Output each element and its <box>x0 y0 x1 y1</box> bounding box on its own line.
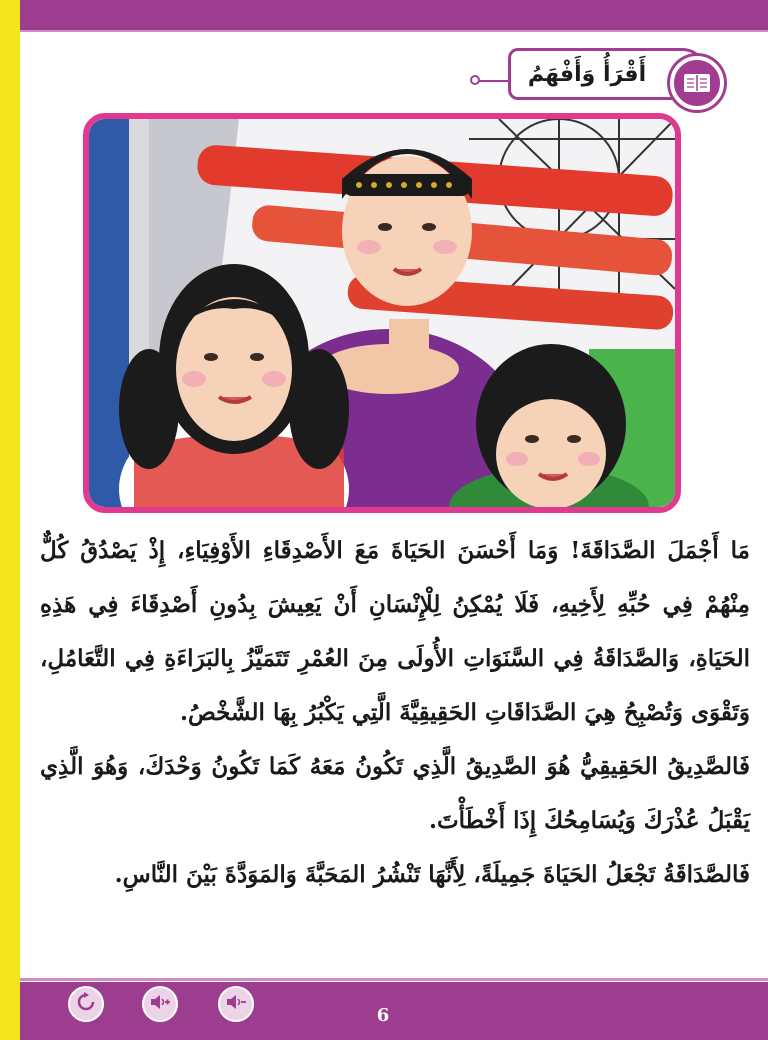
page-number: 6 <box>376 1005 390 1026</box>
paragraph-3: فَالصَّدَاقَةُ تَجْعَلُ الحَيَاةَ جَمِيلَةً، لِأَنَّهَا تَنْشُرُ المَحَبَّةَ وَالمَوَدَّةَ بَيْنَ النَّاسِ. <box>114 861 750 888</box>
paragraph-2: فَالصَّدِيقُ الحَقِيقِيُّ هُوَ الصَّدِيقُ الَّذِي تَكُونُ مَعَهُ كَمَا تَكُونُ وَحْدَكَ، وَهُوَ الَّذِي يَقْبَلُ عُذْرَكَ وَيُسَامِحُكَ إِذَا أَخْطَأْتَ. <box>40 753 750 834</box>
top-band <box>20 0 768 30</box>
section-title: أَقْرَأُ وَأَفْهَمُ <box>527 61 647 87</box>
replay-icon <box>76 992 96 1016</box>
paragraph-1: مَا أَجْمَلَ الصَّدَاقَةَ! وَمَا أَحْسَنَ الحَيَاةَ مَعَ الأَصْدِقَاءِ الأَوْفِيَاءِ، إِذْ يَصْدُقُ كُلٌّ مِنْهُمْ فِي حُبِّهِ لِأَخِيهِ، فَلَا يُمْكِنُ لِلْإِنْسَانِ أَنْ يَعِيشَ بِدُونِ أَصْدِقَاءَ فِي هَذِهِ الحَيَاةِ، وَالصَّدَاقَةُ فِي السَّنَوَاتِ الأُولَى مِنَ العُمْرِ تَتَمَيَّزُ بِالبَرَاءَةِ فِي التَّعَامُلِ، وَتَقْوَى وَتُصْبِحُ هِيَ الصَّدَاقَاتِ الحَقِيقِيَّةَ الَّتِي يَكْبُرُ بِهَا الشَّخْصُ. <box>40 537 750 726</box>
volume-up-icon <box>149 993 171 1015</box>
top-band-divider <box>20 30 768 32</box>
friends-illustration <box>83 113 681 513</box>
replay-button[interactable] <box>68 986 104 1022</box>
volume-up-button[interactable] <box>142 986 178 1022</box>
footer-divider <box>20 978 768 981</box>
left-color-strip <box>0 0 20 1040</box>
reading-passage <box>40 524 750 902</box>
volume-down-button[interactable] <box>218 986 254 1022</box>
volume-down-icon <box>225 993 247 1015</box>
book-icon <box>670 56 724 110</box>
